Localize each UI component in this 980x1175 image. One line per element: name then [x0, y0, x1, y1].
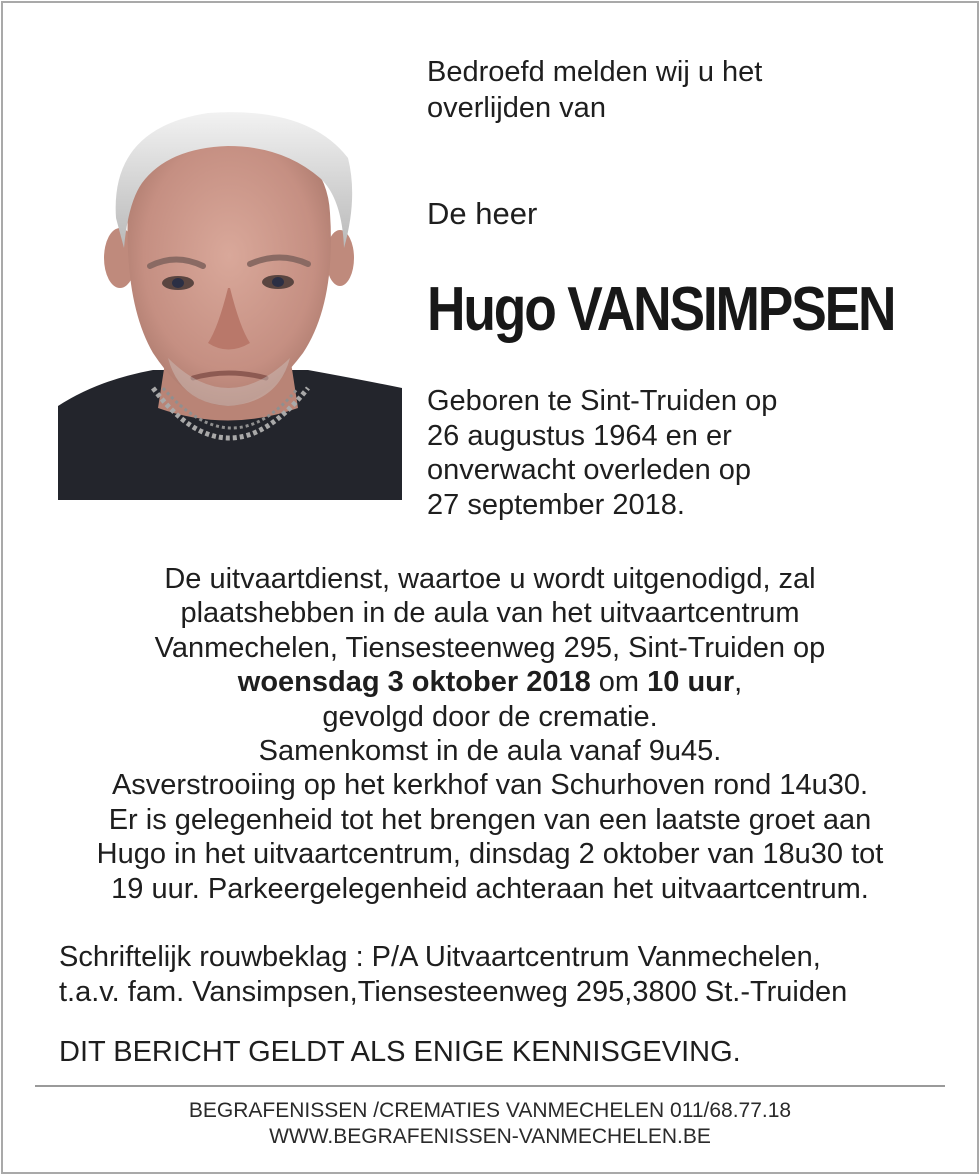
- portrait-photo: [58, 88, 402, 500]
- service-line: plaatshebben in de aula van het uitvaartcentrum: [180, 597, 800, 630]
- birth-death-details: [427, 384, 967, 522]
- footer-company-phone: BEGRAFENISSEN /CREMATIES VANMECHELEN 011/68.77.18: [188, 1099, 792, 1122]
- funeral-service-details: [20, 562, 960, 906]
- birth-line: 27 september 2018.: [427, 488, 685, 521]
- condolence-line: Schriftelijk rouwbeklag : P/A Uitvaartcentrum Vanmechelen,: [59, 941, 821, 973]
- deceased-name: Hugo VANSIMPSEN: [427, 275, 895, 344]
- funeral-home-footer: [40, 1098, 940, 1150]
- birth-line: onverwacht overleden op: [427, 454, 752, 486]
- service-time: 10 uur: [647, 666, 735, 699]
- footer-divider: [35, 1085, 945, 1087]
- service-line: Samenkomst in de aula vanaf 9u45.: [258, 735, 722, 768]
- intro-line: overlijden van: [427, 92, 606, 124]
- service-comma: ,: [734, 666, 743, 699]
- footer-website: WWW.BEGRAFENISSEN-VANMECHELEN.BE: [269, 1125, 711, 1148]
- service-line: Er is gelegenheid tot het brengen van een laatste groet aan: [108, 803, 872, 836]
- intro-text: [427, 54, 967, 126]
- birth-line: Geboren te Sint-Truiden op: [427, 385, 778, 417]
- title-prefix: De heer: [427, 196, 538, 231]
- intro-line: Bedroefd melden wij u het: [427, 56, 763, 88]
- service-date: woensdag 3 oktober 2018: [237, 666, 591, 699]
- service-line: gevolgd door de crematie.: [322, 700, 658, 733]
- birth-line: 26 augustus 1964 en er: [427, 419, 732, 452]
- service-line: 19 uur. Parkeergelegenheid achteraan het uitvaartcentrum.: [111, 872, 869, 905]
- notice-statement: DIT BERICHT GELDT ALS ENIGE KENNISGEVING.: [59, 1036, 741, 1068]
- service-line: Hugo in het uitvaartcentrum, dinsdag 2 oktober van 18u30 tot: [96, 838, 884, 871]
- condolence-line: t.a.v. fam. Vansimpsen,Tiensesteenweg 295,3800 St.-Truiden: [59, 976, 848, 1008]
- service-line: Asverstrooiing op het kerkhof van Schurhoven rond 14u30.: [111, 769, 869, 802]
- service-line: Vanmechelen, Tiensesteenweg 295, Sint-Truiden op: [154, 631, 826, 664]
- condolence-address: [59, 940, 959, 1010]
- service-line: De uitvaartdienst, waartoe u wordt uitgenodigd, zal: [164, 563, 816, 595]
- service-datetime-line: [20, 665, 960, 699]
- service-om: om: [590, 666, 648, 699]
